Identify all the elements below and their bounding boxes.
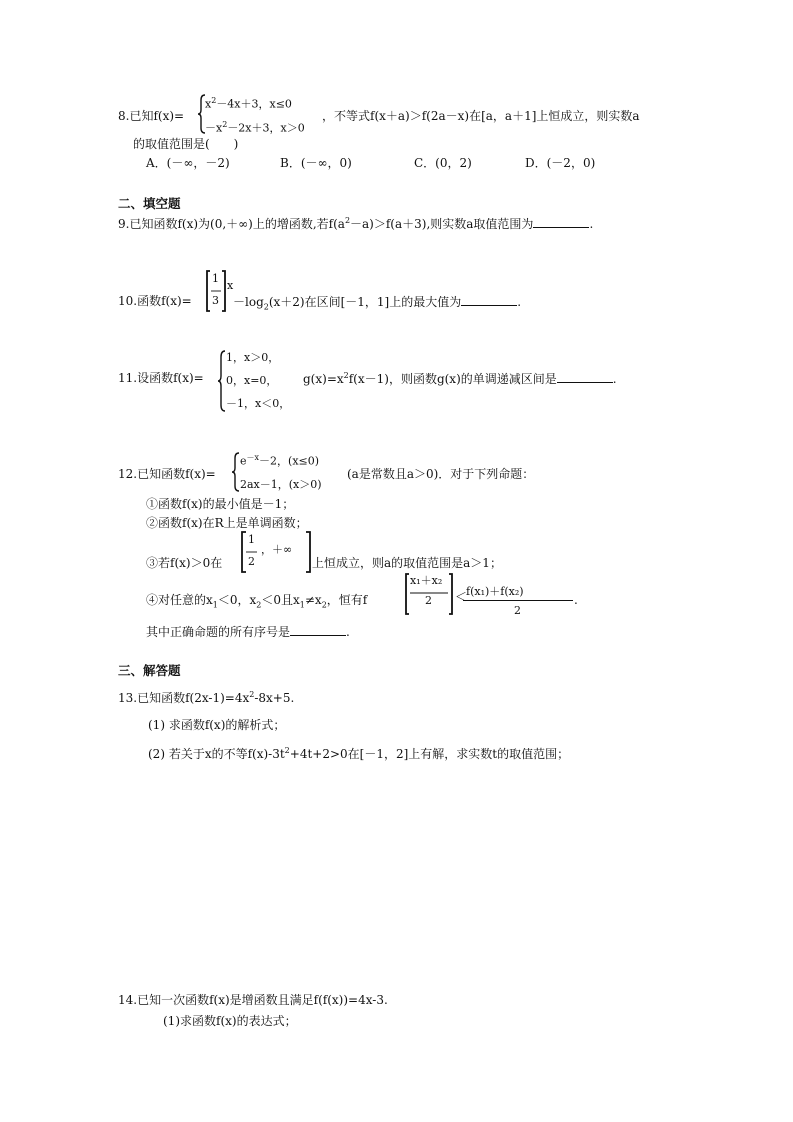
q11-case2: 0，x=0，	[226, 374, 278, 387]
q14-stem: 14.已知一次函数f(x)是增函数且满足f(f(x))=4x-3.	[118, 993, 388, 1007]
q12-s4-lhs-numerator: x₁＋x₂	[410, 574, 443, 587]
q8-option-a[interactable]: A．(－∞，－2)	[146, 156, 230, 170]
q11-case3: －1，x＜0，	[226, 397, 291, 410]
q12-s3-infinity: ，＋∞	[261, 543, 293, 556]
section-3-title: 三、解答题	[118, 663, 181, 678]
q12-statement-4: ④对任意的$x_1<0$，$x_2<0$且$x_1\ne x_2$，恒有f	[146, 593, 368, 610]
q11-prefix: 11.设函数f(x)=	[118, 371, 204, 385]
q8-option-d[interactable]: D．(－2，0)	[525, 156, 596, 170]
q12-s4-lhs-denominator: 2	[425, 594, 432, 607]
q12-statement-1: ①函数f(x)的最小值是－1；	[146, 497, 295, 511]
q11-answer-blank[interactable]	[557, 371, 613, 383]
q12-statement-3-start: ③若f(x)＞0在	[146, 556, 223, 570]
q12-s4-end: .	[574, 593, 578, 607]
q12-prefix: 12.已知函数f(x)=	[118, 467, 216, 481]
q10-denominator: 3	[212, 294, 219, 307]
section-2-title: 二、填空题	[118, 196, 181, 211]
q12-brace	[232, 452, 240, 492]
q10-exponent: x	[227, 279, 234, 292]
q12-s4-less-than: ＜	[455, 590, 468, 604]
q10-answer-blank[interactable]	[461, 294, 517, 306]
q12-case2: 2ax－1，(x＞0)	[240, 478, 322, 491]
q12-statement-2: ②函数f(x)在R上是单调函数；	[146, 516, 308, 530]
q12-case1: $e^{-x}-2$，(x≤0)	[240, 453, 320, 468]
q12-s4-rhs-fraction-bar	[463, 600, 573, 601]
q8-condition-cont: 的取值范围是( )	[133, 137, 239, 151]
q13-part-2: (2) 若关于x的不等$f(x)-3t^2+4t+2>0$在[－1，2]上有解，求实数t的取值范围；	[148, 746, 570, 761]
q12-condition: (a是常数且a＞0)．对于下列命题：	[347, 467, 535, 481]
q9-text: 9.已知函数f(x)为(0,＋∞)上的增函数,若$f(a^2-a)>f(a+3)$,则实数a取值范围为 .	[118, 216, 594, 231]
q8-condition: ，不等式f(x＋a)＞f(2a－x)在[a，a＋1]上恒成立，则实数a	[322, 109, 640, 123]
q8-option-c[interactable]: C．(0，2)	[414, 156, 472, 170]
q10-prefix: 10.函数f(x)=	[118, 294, 192, 308]
q13-stem: 13.已知函数$f(2x-1)=4x^2-8x+5$.	[118, 690, 295, 705]
q11-brace	[218, 350, 226, 412]
q12-s4-rhs-denominator: 2	[514, 604, 521, 617]
q11-case1: 1，x＞0，	[226, 351, 280, 364]
q10-text: $-\log_2(x+2)$在区间[－1，1]上的最大值为 .	[233, 295, 522, 312]
q8-case1: $x^2-4x+3$，x≤0	[205, 96, 292, 111]
q8-option-b[interactable]: B．(－∞，0)	[280, 156, 352, 170]
q9-answer-blank[interactable]	[533, 216, 589, 228]
q12-s4-rhs-numerator: f(x₁)＋f(x₂)	[466, 585, 524, 598]
q14-part-1: (1)求函数f(x)的表达式；	[163, 1014, 297, 1028]
q10-numerator: 1	[212, 272, 219, 285]
q11-text: $g(x)=x^2f(x-1)$，则函数g(x)的单调递减区间是 .	[303, 371, 617, 386]
q12-statement-3-end: 上恒成立，则a的取值范围是a＞1；	[312, 556, 502, 570]
q12-answer-blank[interactable]	[290, 624, 346, 636]
q8-prefix: 8.已知f(x)=	[118, 109, 185, 123]
q12-s3-numerator: 1	[248, 533, 255, 546]
q13-part-1: (1) 求函数f(x)的解析式；	[148, 718, 286, 732]
q8-case2: $-x^2-2x+3$，x＞0	[205, 120, 305, 135]
q12-s3-denominator: 2	[248, 555, 255, 568]
q12-final: 其中正确命题的所有序号是 .	[146, 625, 350, 639]
